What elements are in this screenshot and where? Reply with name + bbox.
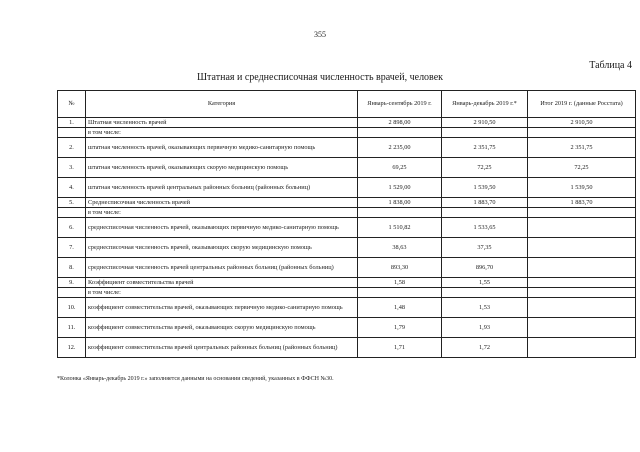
- value-jan-sep: 1,71: [358, 338, 442, 358]
- table-footnote: *Колонка «Январь-декабрь 2019 г.» заполняется данными на основании сведений, указанных в ФФСН №30.: [57, 376, 334, 382]
- table-row: [58, 218, 636, 238]
- value-rosstat: [528, 218, 636, 238]
- table-row: [58, 178, 636, 198]
- row-category: коэффициент совместительства врачей, оказывающих первичную медико-санитарную помощь: [86, 298, 358, 318]
- value-jan-dec: [442, 208, 528, 218]
- value-jan-sep: 2 898,00: [358, 118, 442, 128]
- value-rosstat: [528, 288, 636, 298]
- row-number: 8.: [58, 258, 86, 278]
- row-number: [58, 128, 86, 138]
- row-number: [58, 288, 86, 298]
- table-row: [58, 158, 636, 178]
- row-category: штатная численность врачей, оказывающих первичную медико-санитарную помощь: [86, 138, 358, 158]
- table-row: [58, 338, 636, 358]
- value-jan-sep: 1 838,00: [358, 198, 442, 208]
- row-number: 7.: [58, 238, 86, 258]
- row-number: 5.: [58, 198, 86, 208]
- header-category: Категория: [86, 91, 358, 118]
- row-category: коэффициент совместительства врачей, оказывающих скорую медицинскую помощь: [86, 318, 358, 338]
- row-category: среднесписочная численность врачей центральных районных больниц (районных больниц): [86, 258, 358, 278]
- row-number: 6.: [58, 218, 86, 238]
- table-row: [58, 208, 636, 218]
- table-row: [58, 278, 636, 288]
- value-jan-sep: 1,79: [358, 318, 442, 338]
- value-jan-sep: [358, 128, 442, 138]
- row-number: 3.: [58, 158, 86, 178]
- value-rosstat: [528, 128, 636, 138]
- value-jan-sep: 893,30: [358, 258, 442, 278]
- row-category: в том числе:: [86, 288, 358, 298]
- row-number: 4.: [58, 178, 86, 198]
- row-category: Среднесписочная численность врачей: [86, 198, 358, 208]
- staffing-table: [57, 90, 636, 358]
- value-jan-dec: [442, 288, 528, 298]
- row-number: 12.: [58, 338, 86, 358]
- header-jan-sep: Январь-сентябрь 2019 г.: [358, 91, 442, 118]
- value-jan-dec: 1 883,70: [442, 198, 528, 208]
- value-rosstat: [528, 318, 636, 338]
- value-jan-sep: [358, 288, 442, 298]
- table-row: [58, 258, 636, 278]
- value-jan-dec: 1,55: [442, 278, 528, 288]
- table-row: [58, 198, 636, 208]
- value-rosstat: [528, 208, 636, 218]
- value-rosstat: 2 910,50: [528, 118, 636, 128]
- page-number: 355: [314, 30, 326, 39]
- row-category: среднесписочная численность врачей, оказывающих первичную медико-санитарную помощь: [86, 218, 358, 238]
- header-num: №: [58, 91, 86, 118]
- table-row: [58, 128, 636, 138]
- table-label: Таблица 4: [589, 60, 632, 71]
- value-jan-dec: 72,25: [442, 158, 528, 178]
- table-row: [58, 288, 636, 298]
- value-rosstat: 72,25: [528, 158, 636, 178]
- value-jan-dec: 1 539,50: [442, 178, 528, 198]
- table-row: [58, 118, 636, 128]
- value-rosstat: [528, 238, 636, 258]
- row-number: [58, 208, 86, 218]
- row-number: 1.: [58, 118, 86, 128]
- header-jan-dec: Январь-декабрь 2019 г.*: [442, 91, 528, 118]
- table-row: [58, 138, 636, 158]
- row-category: штатная численность врачей, оказывающих скорую медицинскую помощь: [86, 158, 358, 178]
- table-row: [58, 318, 636, 338]
- table-row: [58, 298, 636, 318]
- header-rosstat-total: Итог 2019 г. (данные Росстата): [528, 91, 636, 118]
- document-title: Штатная и среднесписочная численность врачей, человек: [196, 72, 444, 83]
- value-jan-dec: 1,53: [442, 298, 528, 318]
- value-rosstat: 2 351,75: [528, 138, 636, 158]
- table-row: [58, 238, 636, 258]
- value-jan-dec: 1,93: [442, 318, 528, 338]
- value-jan-dec: 2 910,50: [442, 118, 528, 128]
- header-row: [58, 91, 636, 118]
- value-jan-dec: 37,35: [442, 238, 528, 258]
- value-rosstat: [528, 278, 636, 288]
- value-jan-dec: 1 533,65: [442, 218, 528, 238]
- value-jan-dec: 2 351,75: [442, 138, 528, 158]
- value-jan-sep: 1 529,00: [358, 178, 442, 198]
- value-rosstat: [528, 338, 636, 358]
- value-jan-sep: 2 235,00: [358, 138, 442, 158]
- row-category: штатная численность врачей центральных районных больниц (районных больниц): [86, 178, 358, 198]
- row-category: коэффициент совместительства врачей центральных районных больниц (районных больниц): [86, 338, 358, 358]
- value-jan-sep: 1,48: [358, 298, 442, 318]
- value-rosstat: [528, 298, 636, 318]
- row-category: среднесписочная численность врачей, оказывающих скорую медицинскую помощь: [86, 238, 358, 258]
- row-category: Штатная численность врачей: [86, 118, 358, 128]
- value-jan-sep: 38,63: [358, 238, 442, 258]
- row-number: 9.: [58, 278, 86, 288]
- value-jan-dec: [442, 128, 528, 138]
- row-category: Коэффициент совместительства врачей: [86, 278, 358, 288]
- row-number: 10.: [58, 298, 86, 318]
- value-jan-sep: 69,25: [358, 158, 442, 178]
- value-rosstat: [528, 258, 636, 278]
- value-jan-sep: [358, 208, 442, 218]
- row-category: в том числе:: [86, 128, 358, 138]
- row-category: в том числе:: [86, 208, 358, 218]
- value-jan-sep: 1 510,82: [358, 218, 442, 238]
- value-jan-dec: 1,72: [442, 338, 528, 358]
- value-jan-dec: 896,70: [442, 258, 528, 278]
- row-number: 11.: [58, 318, 86, 338]
- value-jan-sep: 1,58: [358, 278, 442, 288]
- value-rosstat: 1 539,50: [528, 178, 636, 198]
- row-number: 2.: [58, 138, 86, 158]
- value-rosstat: 1 883,70: [528, 198, 636, 208]
